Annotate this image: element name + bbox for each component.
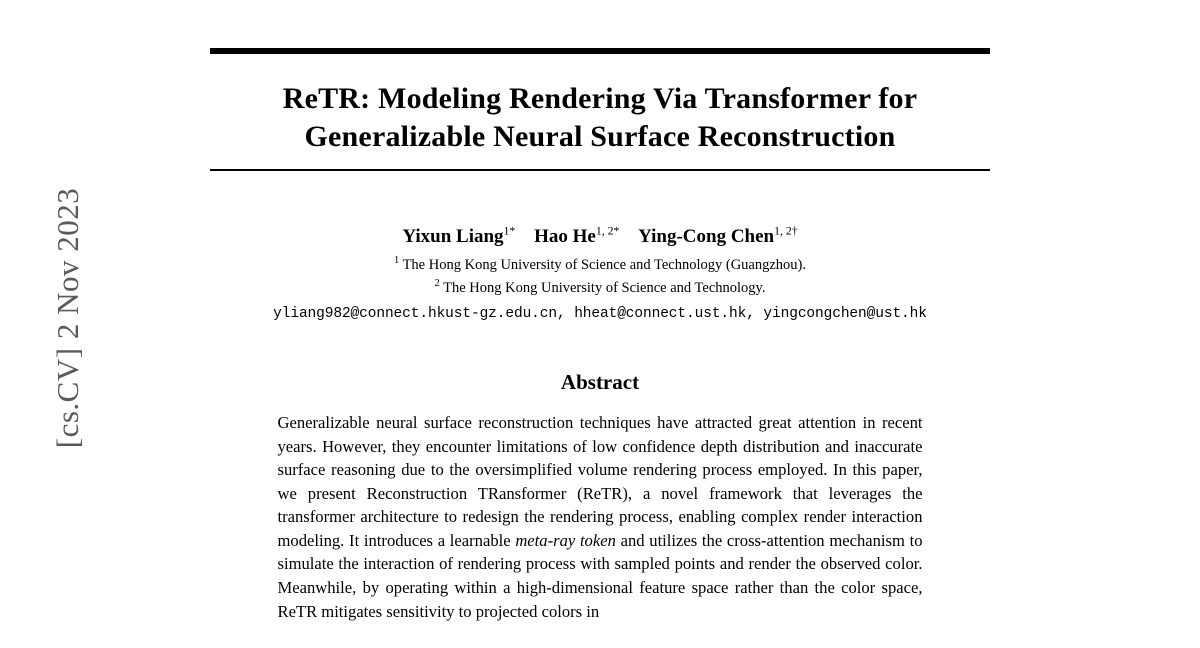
abstract-part-1: Generalizable neural surface reconstruction techniques have attracted great attention in recent years. However, they encounter limitations of low confidence depth distribution and inaccurate surface reasoning due to the oversimplified volume rendering process employed. In this paper, we present Reconstruction TRansformer (ReTR), a novel framework that leverages the transformer architecture to redesign the rendering process, enabling complex render interaction modeling. It introduces a learnable xyxy=(277,413,923,550)
abstract-emphasis: meta-ray token xyxy=(515,530,616,550)
author-3-name: Ying-Cong Chen xyxy=(638,226,775,248)
header-rule-bottom xyxy=(210,169,990,171)
abstract-heading: Abstract xyxy=(560,370,640,395)
affiliation-2-text: The Hong Kong University of Science and Technology. xyxy=(443,280,766,296)
author-emails: yliang982@connect.hkust-gz.edu.cn, hheat@connect.ust.hk, yingcongchen@ust.hk xyxy=(273,306,927,323)
abstract-text xyxy=(278,411,923,623)
author-list xyxy=(210,225,990,248)
affiliation-2 xyxy=(210,276,990,299)
page-title xyxy=(210,80,990,155)
author-3 xyxy=(638,226,798,247)
affiliation-1-text: The Hong Kong University of Science and Technology (Guangzhou). xyxy=(402,257,806,274)
title-line-2: Generalizable Neural Surface Reconstruction xyxy=(304,119,896,153)
author-1-name: Yixun Liang xyxy=(402,226,504,248)
author-2-name: Hao He xyxy=(534,226,596,248)
author-1 xyxy=(402,226,515,247)
abstract-part-2: and utilizes the cross-attention mechanism to simulate the interaction of rendering process with sampled points and render the observed color. Meanwhile, by operating within a high-dimensional feature space rather than the color space, ReTR mitigates sensitivity to projected colors in xyxy=(277,530,923,621)
affiliation-2-mark: 2 xyxy=(434,278,440,290)
author-3-marks: 1, 2† xyxy=(774,225,798,238)
arxiv-vertical-stamp: [cs.CV] 2 Nov 2023 xyxy=(50,187,85,449)
affiliation-1-mark: 1 xyxy=(393,255,400,267)
author-1-marks: 1* xyxy=(503,225,516,238)
affiliation-list xyxy=(210,253,990,299)
paper-column xyxy=(210,0,990,623)
affiliation-1 xyxy=(210,253,990,276)
author-2 xyxy=(534,226,619,247)
title-line-1: ReTR: Modeling Rendering Via Transformer for xyxy=(282,82,918,115)
author-2-marks: 1, 2* xyxy=(595,225,620,238)
header-rule-top xyxy=(210,48,990,54)
